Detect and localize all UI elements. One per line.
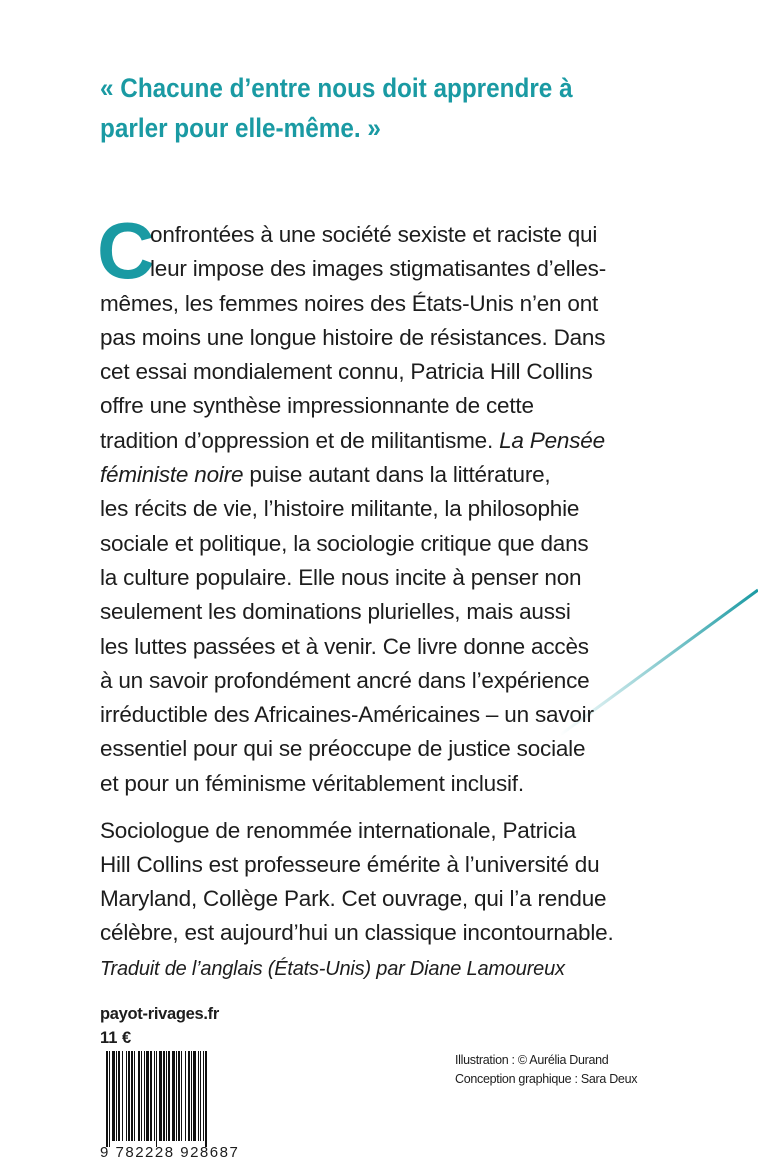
barcode-bar (109, 1051, 110, 1147)
description-line: onfrontées à une société sexiste et raciste qui (150, 222, 598, 247)
barcode-bar (156, 1051, 157, 1147)
barcode-bar (159, 1051, 162, 1141)
description-line: essentiel pour qui se préoccupe de justice sociale (100, 736, 586, 762)
description-line: les récits de vie, l’histoire militante, la philosophie (100, 496, 580, 522)
pull-quote (100, 68, 640, 148)
description-line: seulement les dominations plurielles, mais aussi (100, 599, 571, 625)
barcode-number: 9 782228 928687 (100, 1144, 240, 1161)
barcode-bar (150, 1051, 152, 1141)
barcode-bar (122, 1051, 123, 1141)
barcode-bar (203, 1051, 204, 1141)
barcode-bar (112, 1051, 115, 1141)
barcode-bar (134, 1051, 135, 1141)
barcode-bar (188, 1051, 190, 1141)
description-line: offre une synthèse impressionnante de cette (100, 393, 534, 419)
pull-quote-line: parler pour elle-même. » (100, 113, 381, 143)
description-line: irréductible des Africaines-Américaines – un savoir (100, 702, 594, 728)
barcode-bar (172, 1051, 175, 1141)
description-line: et pour un féminisme véritablement inclusif. (100, 770, 524, 796)
author-bio-line: Sociologue de renommée internationale, Patricia (100, 818, 576, 843)
barcode-bar (141, 1051, 142, 1141)
barcode-bar (200, 1051, 201, 1141)
barcode-bar (144, 1051, 145, 1141)
barcode-bar (131, 1051, 133, 1141)
barcode-bar (185, 1051, 186, 1141)
author-bio (100, 814, 740, 950)
barcode-bar (181, 1051, 182, 1141)
description-line: les luttes passées et à venir. Ce livre donne accès (100, 633, 589, 659)
description-line: mêmes, les femmes noires des États-Unis n’en ont (100, 290, 599, 316)
description-text: puise autant dans la littérature, (243, 462, 551, 488)
barcode-bar (168, 1051, 170, 1141)
description-line (100, 424, 740, 458)
barcode-bar (106, 1051, 108, 1147)
barcode-bar (116, 1051, 117, 1141)
publisher-website[interactable]: payot-rivages.fr (100, 1005, 219, 1023)
author-bio-line: Maryland, Collège Park. Cet ouvrage, qui l’a rendue (100, 886, 607, 911)
barcode-bar (118, 1051, 120, 1141)
barcode-bar (198, 1051, 199, 1141)
barcode-bar (166, 1051, 167, 1141)
barcode-bar (146, 1051, 149, 1141)
description-line: la culture populaire. Elle nous incite à penser non (100, 564, 582, 590)
barcode-bar (128, 1051, 130, 1141)
barcode-bar (191, 1051, 192, 1141)
author-bio-line: célèbre, est aujourd’hui un classique incontournable. (100, 920, 614, 945)
barcode-bar (193, 1051, 196, 1141)
svg-text:C: C (97, 206, 155, 295)
description-line: pas moins une longue histoire de résistances. Dans (100, 324, 606, 350)
barcode-image (100, 1051, 250, 1151)
barcode-bar (178, 1051, 180, 1141)
book-title-italic: La Pensée (499, 427, 605, 453)
barcode-bar (126, 1051, 127, 1141)
illustration-credit: Illustration : © Aurélia Durand (455, 1053, 609, 1067)
description-line (100, 458, 740, 492)
design-credit: Conception graphique : Sara Deux (455, 1072, 638, 1086)
barcode-bar (176, 1051, 177, 1141)
description-line: sociale et politique, la sociologie critique que dans (100, 530, 589, 556)
description-line: à un savoir profondément ancré dans l’expérience (100, 667, 590, 693)
barcode-bar (163, 1051, 165, 1141)
translator-credit: Traduit de l’anglais (États-Unis) par Diane Lamoureux (100, 958, 565, 980)
description-line: leur impose des images stigmatisantes d’elles- (150, 256, 607, 282)
barcode-bar (154, 1051, 155, 1141)
description-line: cet essai mondialement connu, Patricia Hill Collins (100, 359, 593, 385)
credits (455, 1051, 637, 1089)
pull-quote-line: « Chacune d’entre nous doit apprendre à (100, 73, 573, 103)
author-bio-line: Hill Collins est professeure émérite à l’université du (100, 852, 600, 877)
price: 11 € (100, 1029, 132, 1047)
description (100, 218, 740, 801)
book-title-italic: féministe noire (100, 462, 244, 488)
barcode-bar (205, 1051, 207, 1147)
barcode-bar (138, 1051, 140, 1141)
description-text: tradition d’oppression et de militantisme. (100, 427, 500, 453)
